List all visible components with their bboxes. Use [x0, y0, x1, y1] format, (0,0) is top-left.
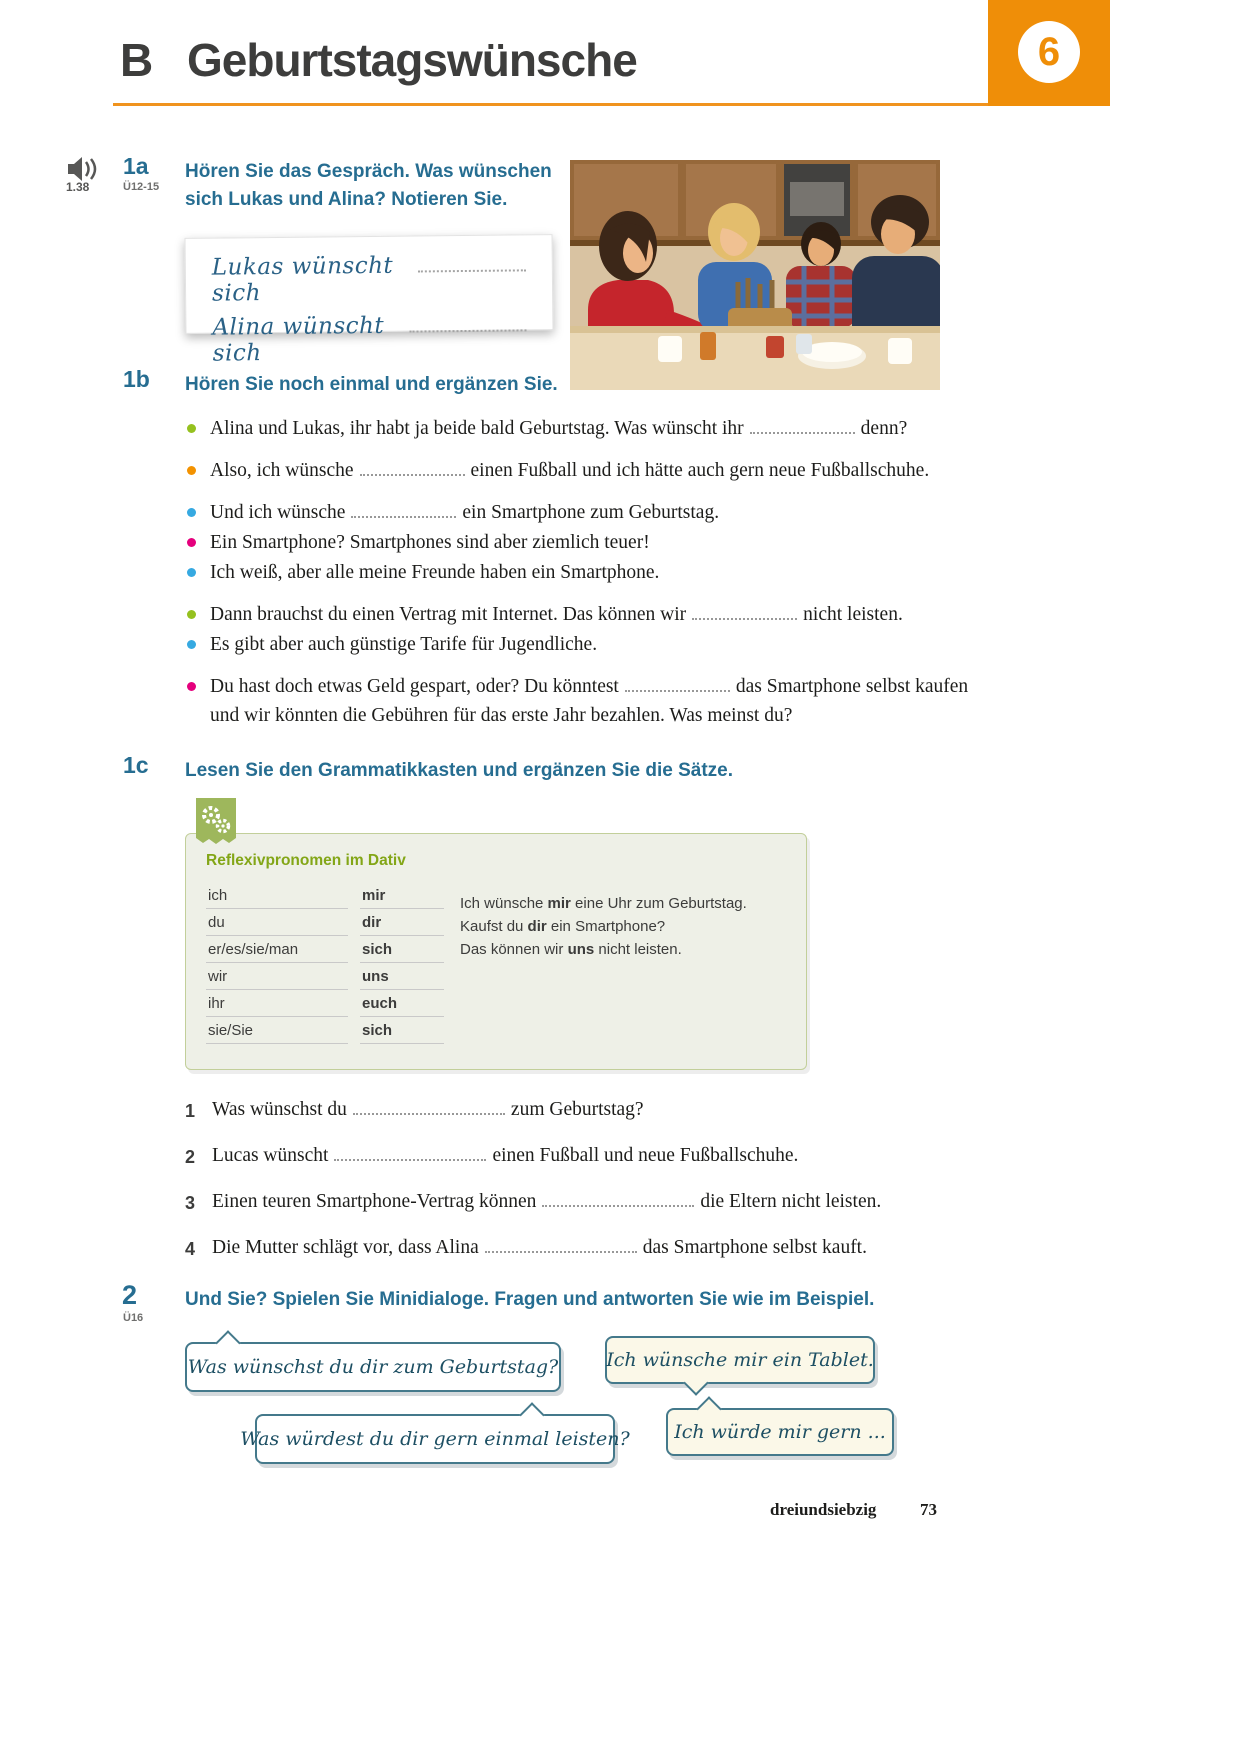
pronoun-cell: du [206, 909, 348, 936]
fill-in-blank [485, 1235, 637, 1253]
dialog-text: Es gibt aber auch günstige Tarife für Jugendliche. [210, 634, 598, 655]
fill-in-blank [360, 458, 465, 476]
dialog-line [185, 498, 980, 527]
grammar-table [206, 882, 448, 1044]
dialog-line [185, 558, 980, 587]
dialog-text: Alina und Lukas, ihr habt ja beide bald Geburtstag. Was wünscht ihr denn? [210, 418, 908, 439]
dialog-bullet [187, 466, 196, 475]
note-line [212, 251, 527, 306]
bold-word: uns [567, 941, 595, 958]
grammar-box-title: Reflexivpronomen im Dativ [206, 852, 406, 869]
fill-in-blank [351, 500, 456, 518]
example-sentence: Das können wir uns nicht leisten. [460, 941, 682, 958]
grammar-row [206, 909, 448, 936]
sentence-text: Lucas wünscht einen Fußball und neue Fußballschuhe. [212, 1145, 799, 1166]
dialog-text: Ich weiß, aber alle meine Freunde haben ein Smartphone. [210, 562, 660, 583]
handwritten-note-box [185, 234, 554, 367]
dialog-line [185, 414, 980, 443]
bubble-tail [683, 1370, 708, 1395]
example-sentence: Kaufst du dir ein Smartphone? [460, 918, 666, 935]
dialog-bullet [187, 610, 196, 619]
pronoun-cell: wir [206, 963, 348, 990]
footer-page-number: 73 [920, 1500, 937, 1519]
task-1c-number: 1c [123, 752, 149, 778]
dialog-bullet [187, 424, 196, 433]
numbered-sentence [185, 1142, 1035, 1171]
grammar-row [206, 882, 448, 909]
bubble-text: Ich wünsche mir ein Tablet. [606, 1349, 874, 1371]
numbered-sentence [185, 1234, 1035, 1263]
speech-bubble [605, 1336, 875, 1384]
note-line [212, 311, 527, 366]
reflexive-cell: sich [360, 1017, 444, 1044]
dialog-line [185, 630, 980, 659]
task-1a-exercise-ref: Ü12-15 [123, 181, 160, 193]
dialog-text: Also, ich wünsche einen Fußball und ich hätte auch gern neue Fußballschuhe. [210, 460, 930, 481]
fill-in-blank [334, 1143, 486, 1161]
speech-bubble [240, 1414, 630, 1464]
sentence-number: 2 [185, 1147, 196, 1167]
chapter-tab [988, 0, 1110, 106]
chapter-number-badge: 6 [1018, 21, 1080, 83]
sentence-list [185, 1096, 1035, 1280]
dialog-line [185, 528, 980, 557]
fill-in-blank [750, 416, 855, 434]
dialog-bullet [187, 682, 196, 691]
example-sentence: Ich wünsche mir eine Uhr zum Geburtstag. [460, 895, 747, 912]
grammar-gear-icon [196, 798, 236, 849]
reflexive-cell: mir [360, 882, 444, 909]
reflexive-cell: dir [360, 909, 444, 936]
sentence-text: Was wünschst du zum Geburtstag? [212, 1099, 644, 1120]
dialog-line [185, 600, 980, 629]
task-2-exercise-ref: Ü16 [123, 1312, 144, 1324]
task-1a-number: 1a [123, 153, 149, 179]
sentence-number: 3 [185, 1193, 196, 1213]
reflexive-cell: uns [360, 963, 444, 990]
fill-in-blank [409, 313, 526, 332]
fill-in-blank [625, 674, 730, 692]
fill-in-blank [692, 602, 797, 620]
fill-in-blank [542, 1189, 694, 1207]
footer-page-word: dreiundsiebzig [770, 1500, 877, 1519]
dialog-text: Dann brauchst du einen Vertrag mit Internet. Das können wir nicht leisten. [210, 604, 903, 625]
task-1a-heading-line2: sich Lukas und Alina? Notieren Sie. [185, 189, 508, 210]
sentence-text: Einen teuren Smartphone-Vertrag können die Eltern nicht leisten. [212, 1191, 882, 1212]
dialog-line [185, 672, 980, 730]
bold-word: dir [527, 918, 547, 935]
grammar-row [206, 1017, 448, 1044]
dialog-list [185, 414, 980, 730]
sentence-number: 1 [185, 1101, 196, 1121]
section-letter: B [120, 34, 153, 86]
task-1b-heading: Hören Sie noch einmal und ergänzen Sie. [185, 374, 558, 395]
dialog-text: Ein Smartphone? Smartphones sind aber ziemlich teuer! [210, 532, 650, 553]
sentence-text: Die Mutter schlägt vor, dass Alina das Smartphone selbst kauft. [212, 1237, 867, 1258]
header-rule [113, 103, 988, 106]
pronoun-cell: ich [206, 882, 348, 909]
grammar-row [206, 963, 448, 990]
bold-word: mir [547, 895, 571, 912]
dialog-text: Und ich wünsche ein Smartphone zum Geburtstag. [210, 502, 720, 523]
speech-bubble [666, 1408, 894, 1456]
bubble-tail [215, 1330, 240, 1355]
reflexive-cell: euch [360, 990, 444, 1017]
pronoun-cell: er/es/sie/man [206, 936, 348, 963]
note-box-lines [212, 251, 527, 366]
note-handwriting: Lukas wünscht sich [211, 252, 394, 307]
pronoun-cell: ihr [206, 990, 348, 1017]
bubble-text: Was würdest du dir gern einmal leisten? [240, 1428, 630, 1450]
bubble-tail [696, 1396, 721, 1421]
task-1a-heading [185, 158, 575, 214]
fill-in-blank [418, 253, 526, 272]
grammar-examples [460, 892, 747, 961]
task-2-heading: Und Sie? Spielen Sie Minidialoge. Fragen und antworten Sie wie im Beispiel. [185, 1289, 875, 1310]
grammar-box [185, 833, 807, 1070]
speech-bubble [185, 1342, 561, 1392]
bubble-text: Was wünschst du dir zum Geburtstag? [187, 1356, 559, 1378]
dialog-bullet [187, 640, 196, 649]
fill-in-blank [353, 1097, 505, 1115]
bubble-tail [519, 1402, 544, 1427]
task-1c-heading: Lesen Sie den Grammatikkasten und ergänzen Sie die Sätze. [185, 760, 734, 781]
sentence-number: 4 [185, 1239, 196, 1259]
dialog-text: Du hast doch etwas Geld gespart, oder? Du könntest das Smartphone selbst kaufen und wir könnten die Gebühren für das erste Jahr bezahlen. Was meinst du? [210, 676, 969, 726]
dialog-line [185, 456, 980, 485]
numbered-sentence [185, 1096, 1035, 1125]
task-2-number: 2 [122, 1280, 138, 1310]
pronoun-cell: sie/Sie [206, 1017, 348, 1044]
dialog-bullet [187, 538, 196, 547]
note-handwriting: Alina wünscht sich [212, 312, 385, 367]
numbered-sentence [185, 1188, 1035, 1217]
dialog-bullet [187, 568, 196, 577]
family-kitchen-photo [570, 160, 940, 390]
task-1a-heading-line1: Hören Sie das Gespräch. Was wünschen [185, 161, 552, 182]
grammar-row [206, 936, 448, 963]
task-1b-number: 1b [123, 366, 150, 392]
reflexive-cell: sich [360, 936, 444, 963]
page-title: Geburtstagswünsche [187, 34, 637, 86]
bubble-text: Ich würde mir gern ... [674, 1421, 886, 1443]
grammar-row [206, 990, 448, 1017]
dialog-bullet [187, 508, 196, 517]
audio-track-number: 1.38 [66, 180, 90, 194]
